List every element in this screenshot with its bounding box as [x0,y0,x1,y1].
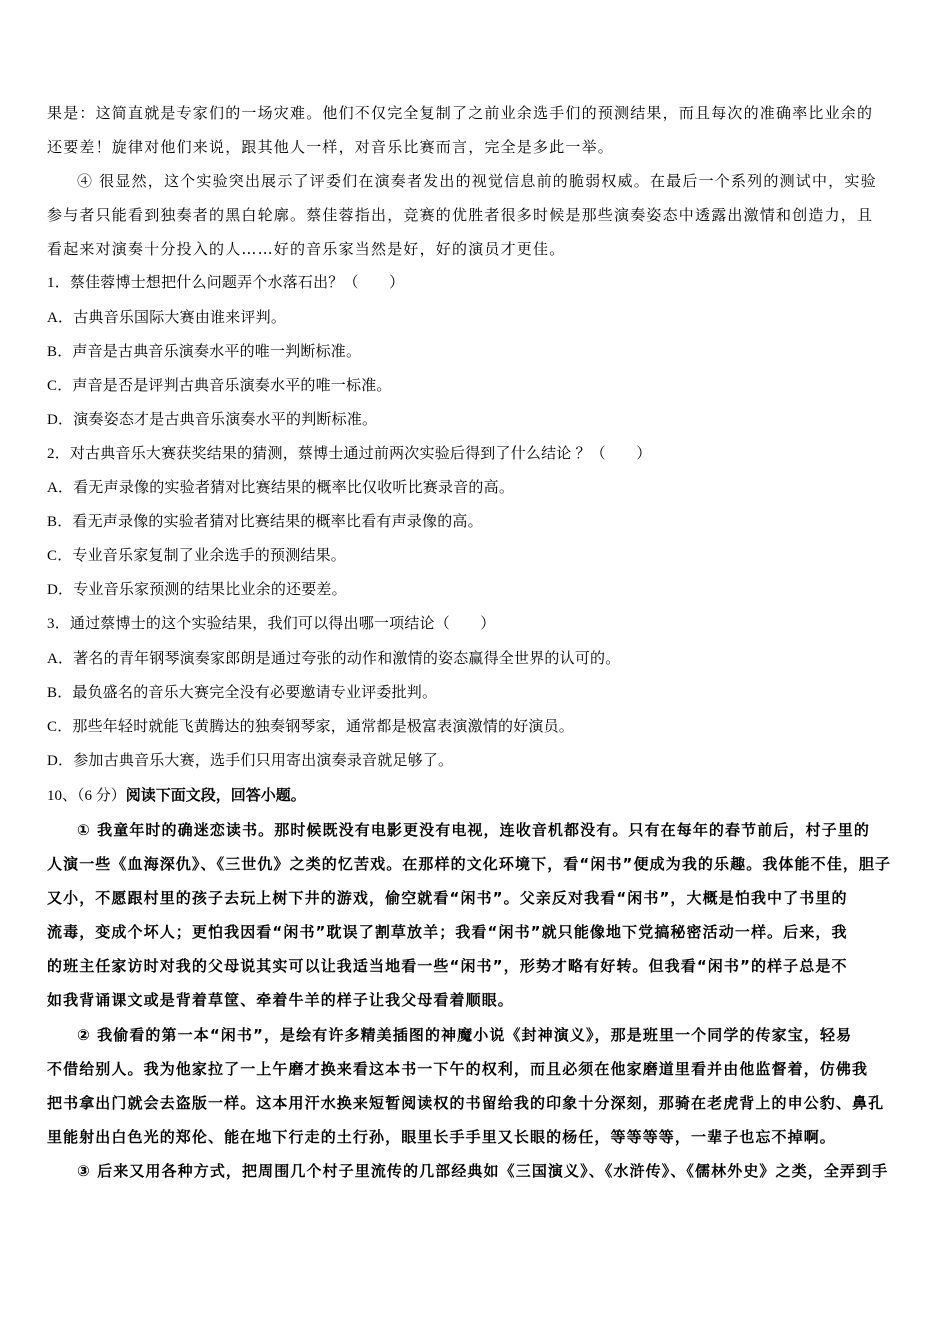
text-line: 又小，不愿跟村里的孩子去玩上树下井的游戏，偷空就看“闲书”。父亲反对我看“闲书”，大概是怕我中了书里的 [47,889,848,908]
text-line: 如我背诵课文或是背着草筐、牵着牛羊的样子让我父母看着顺眼。 [47,991,514,1010]
text-line: 里能射出白色光的郑伦、能在地下行走的土行孙，眼里长手手里又长眼的杨任，等等等等，一辈子也忘不掉啊。 [47,1127,836,1146]
prev-passage-paragraph-4 [47,164,905,266]
text-line: ④ 很显然，这个实验突出展示了评委们在演奏者发出的视觉信息前的脆弱权威。在最后一个系列的测试中，实验 [77,172,877,191]
text-line: 还要差！旋律对他们来说，跟其他人一样，对音乐比赛而言，完全是多此一举。 [47,138,615,157]
option-a: A．著名的青年钢琴演奏家郎朗是通过夸张的动作和激情的姿态赢得全世界的认可的。 [47,650,621,667]
page-content [47,96,905,1188]
text-line: 看起来对演奏十分投入的人……好的音乐家当然是好，好的演员才更佳。 [47,240,566,259]
section-10-heading [47,778,905,813]
question-2 [47,437,905,607]
text-line: ① 我童年时的确迷恋读书。那时候既没有电影更没有电视，连收音机都没有。只有在每年的春节前后，村子里的 [77,820,870,839]
question-3 [47,607,905,777]
passage-10-paragraph-2 [47,1018,905,1154]
section-number: 10、（6 分） [47,787,126,804]
prev-passage-paragraph-3 [47,96,905,164]
option-b: B．看无声录像的实验者猜对比赛结果的概率比看有声录像的高。 [47,514,483,531]
text-line: 人演一些《血海深仇》、《三世仇》之类的忆苦戏。在那样的文化环境下，看“闲书”便成为我的乐趣。我体能不佳，胆子 [47,855,892,874]
text-line: 流毒，变成个坏人；更怕我因看“闲书”耽误了割草放羊；我看“闲书”就只能像地下党搞秘密活动一样。后来，我 [47,923,848,942]
text-line: 参与者只能看到独奏者的黑白轮廓。蔡佳蓉指出，竞赛的优胜者很多时候是那些演奏姿态中透露出激情和创造力，且 [47,206,874,225]
question-stem: 3．通过蔡博士的这个实验结果，我们可以得出哪一项结论（ ） [47,616,496,633]
option-d: D．专业音乐家预测的结果比业余的还要差。 [47,582,347,599]
text-line: 的班主任家访时对我的父母说其实可以让我适当地看一些“闲书”，形势才略有好转。但我看“闲书”的样子总是不 [47,957,848,976]
text-line: 果是：这简直就是专家们的一场灾难。他们不仅完全复制了之前业余选手们的预测结果，而且每次的准确率比业余的 [47,104,874,122]
option-c: C．声音是否是评判古典音乐演奏水平的唯一标准。 [47,377,392,394]
question-stem: 2．对古典音乐大赛获奖结果的猜测，蔡博士通过前两次实验后得到了什么结论 ？（ ） [47,445,652,462]
option-c: C．专业音乐家复制了业余选手的预测结果。 [47,548,347,565]
option-a: A．看无声录像的实验者猜对比赛结果的概率比仅收听比赛录音的高。 [47,480,515,497]
option-b: B．最负盛名的音乐大赛完全没有必要邀请专业评委批判。 [47,684,438,701]
option-d: D．演奏姿态才是古典音乐演奏水平的判断标准。 [47,411,378,428]
text-line: ② 我偷看的第一本“闲书”，是绘有许多精美插图的神魔小说《封神演义》，那是班里一个同学的传家宝，轻易 [77,1025,853,1044]
text-line: 把书拿出门就会去盗版一样。这本用汗水换来短暂阅读权的书留给我的印象十分深刻，那骑在老虎背上的申公豹、鼻孔 [47,1093,885,1112]
text-line: 不借给别人。我为他家拉了一上午磨才换来看这本书一下午的权利，而且必须在他家磨道里看并由他监督着，仿佛我 [47,1059,869,1078]
question-stem: 1．蔡佳蓉博士想把什么问题弄个水落石出？（ ） [47,275,405,292]
option-b: B．声音是古典音乐演奏水平的唯一判断标准。 [47,343,362,360]
passage-10-paragraph-1 [47,813,905,1018]
text-line: ③ 后来又用各种方式，把周围几个村子里流传的几部经典如《三国演义》、《水浒传》、《儒林外史》之类，全弄到手 [77,1161,889,1180]
section-instruction: 阅读下面文段，回答小题。 [125,785,306,804]
option-d: D．参加古典音乐大赛，选手们只用寄出演奏录音就足够了。 [47,752,454,769]
option-a: A．古典音乐国际大赛由谁来评判。 [47,309,287,326]
option-c: C．那些年轻时就能飞黄腾达的独奏钢琴家，通常都是极富表演激情的好演员。 [47,718,575,735]
question-1 [47,266,905,436]
passage-10-paragraph-3 [47,1154,905,1188]
